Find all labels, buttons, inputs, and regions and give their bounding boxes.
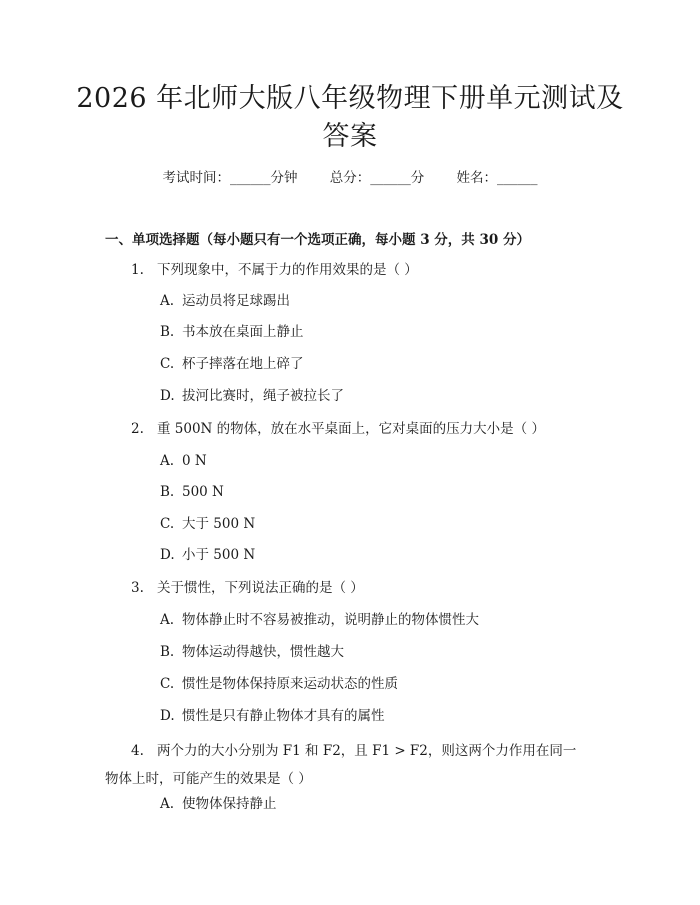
option <box>160 794 277 814</box>
option-letter: D. <box>160 708 175 724</box>
option-text: 大于 500 N <box>182 516 256 532</box>
question-text: 关于惯性，下列说法正确的是（ ） <box>157 580 364 596</box>
option <box>160 386 344 406</box>
option <box>160 642 344 662</box>
option-letter: A. <box>160 612 175 628</box>
question-2 <box>131 419 545 439</box>
total-score-field: 总分：______分 <box>329 170 425 186</box>
question-number: 3. <box>131 580 144 596</box>
option-letter: A. <box>160 453 175 469</box>
option <box>160 514 255 534</box>
question-number: 4. <box>131 743 144 759</box>
option <box>160 545 255 565</box>
question-text: 两个力的大小分别为 F1 和 F2，且 F1 > F2，则这两个力作用在同一物体上时，可能产生的效果是（ ） <box>105 743 577 787</box>
option-text: 运动员将足球踢出 <box>182 293 290 309</box>
option <box>160 291 290 311</box>
option-text: 拔河比赛时，绳子被拉长了 <box>182 388 344 404</box>
question-text: 重 500N 的物体，放在水平桌面上，它对桌面的压力大小是（ ） <box>157 421 545 437</box>
option-text: 惯性是只有静止物体才具有的属性 <box>182 708 385 724</box>
option-text: 书本放在桌面上静止 <box>182 324 304 340</box>
option-letter: D. <box>160 388 175 404</box>
question-1 <box>131 260 418 280</box>
option <box>160 674 398 694</box>
option-text: 使物体保持静止 <box>182 796 277 812</box>
option-letter: B. <box>160 324 175 340</box>
option-letter: C. <box>160 676 175 692</box>
option-letter: C. <box>160 356 175 372</box>
option-letter: A. <box>160 293 175 309</box>
option-text: 惯性是物体保持原来运动状态的性质 <box>182 676 398 692</box>
question-number: 1. <box>131 262 144 278</box>
student-name-field: 姓名：______ <box>456 170 538 186</box>
option <box>160 354 304 374</box>
option <box>160 451 207 471</box>
option <box>160 706 385 726</box>
section-title: 一、单项选择题（每小题只有一个选项正确，每小题 3 分，共 30 分） <box>105 232 530 248</box>
option <box>160 482 224 502</box>
option-letter: A. <box>160 796 175 812</box>
option-letter: D. <box>160 547 175 563</box>
question-4 <box>105 737 585 793</box>
option-text: 物体运动得越快，惯性越大 <box>182 644 344 660</box>
exam-meta <box>0 168 700 188</box>
option-letter: C. <box>160 516 175 532</box>
question-text: 下列现象中，不属于力的作用效果的是（ ） <box>157 262 418 278</box>
option-text: 500 N <box>182 484 224 500</box>
option-text: 小于 500 N <box>182 547 256 563</box>
option <box>160 610 479 630</box>
option <box>160 322 304 342</box>
option-text: 物体静止时不容易被推动，说明静止的物体惯性大 <box>182 612 479 628</box>
question-number: 2. <box>131 421 144 437</box>
question-3 <box>131 578 364 598</box>
exam-time-field: 考试时间：______分钟 <box>162 170 298 186</box>
option-letter: B. <box>160 644 175 660</box>
option-text: 杯子摔落在地上碎了 <box>182 356 304 372</box>
option-text: 0 N <box>182 453 207 469</box>
document-title: 2026 年北师大版八年级物理下册单元测试及答案 <box>76 83 624 152</box>
option-letter: B. <box>160 484 175 500</box>
